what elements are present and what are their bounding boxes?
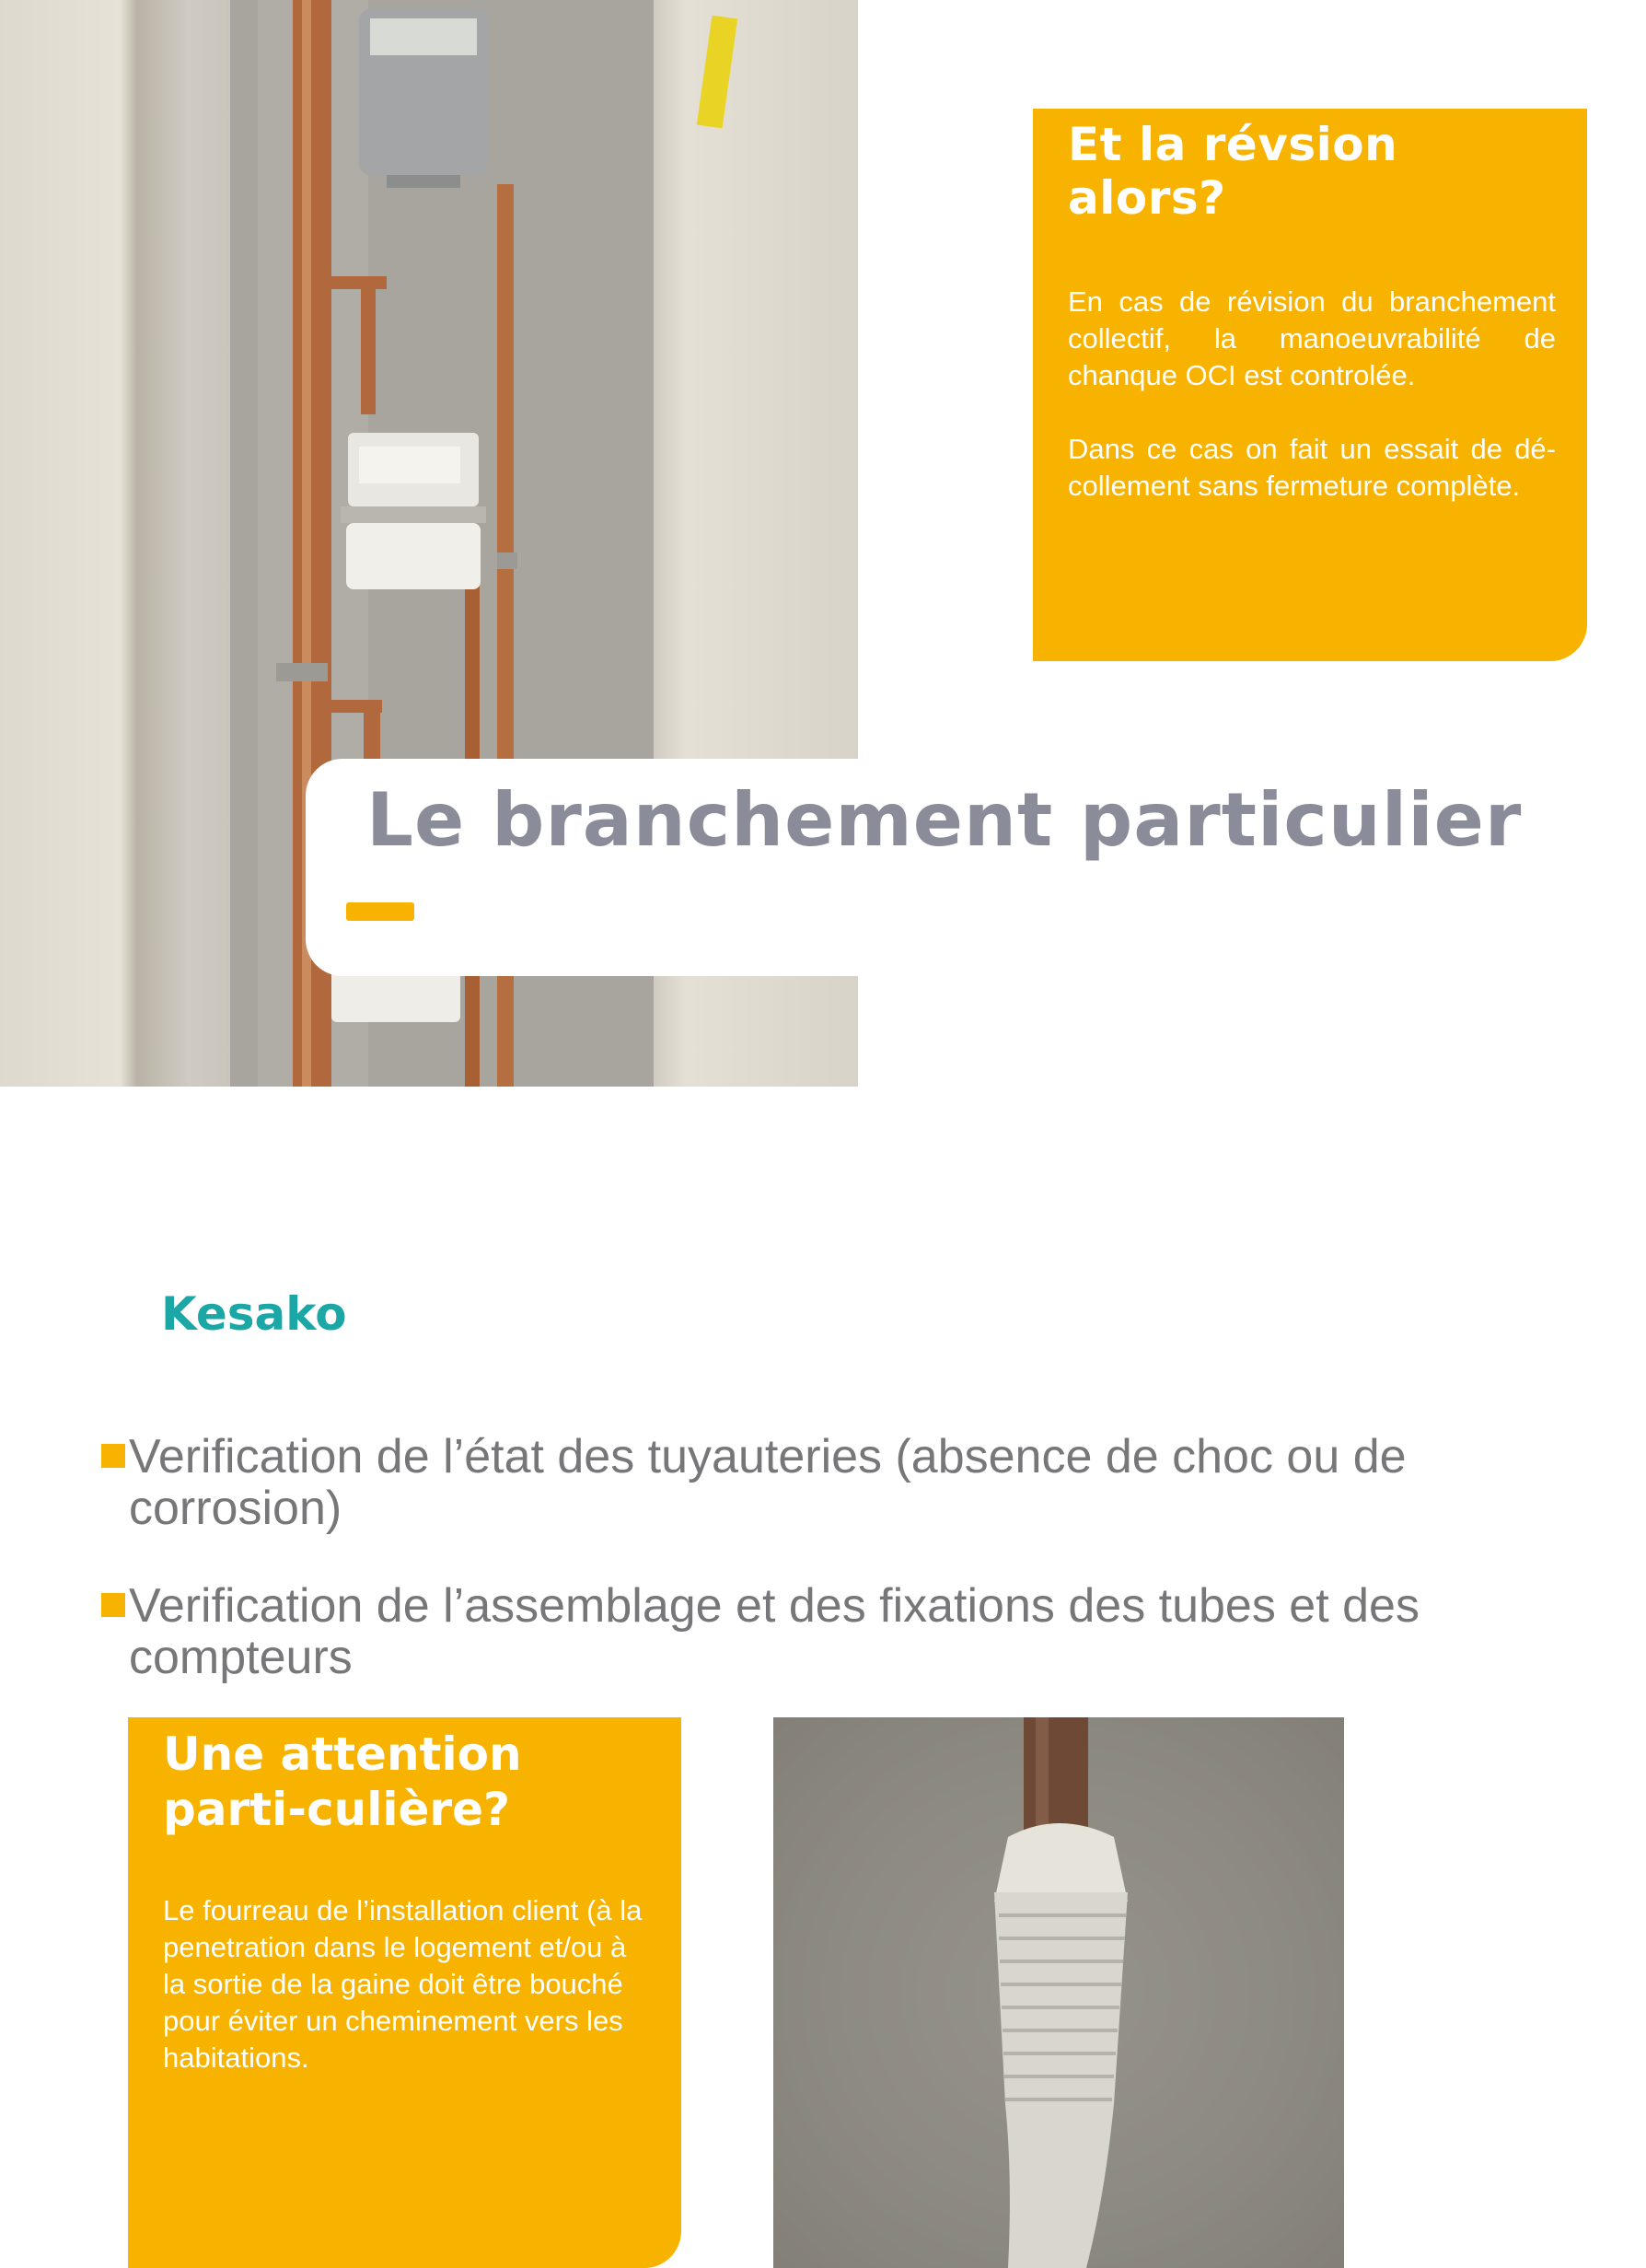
revision-card [1033,109,1587,661]
section-heading: Kesako [161,1287,347,1341]
revision-paragraph: En cas de révision du branchement collectif, la manoeuvrabilité de chanque OCI est controlée. [1068,285,1556,391]
attention-card-title: Une attention parti-culière? [163,1727,522,1836]
bullet-text: Verification de l’assemblage et des fixations des tubes et des compteurs [129,1579,1420,1684]
page-title: Le branchement particulier [366,777,1523,863]
bullet-item [101,1431,1556,1534]
attention-card [128,1717,681,2268]
revision-card-text [1068,284,1556,541]
sealed-sleeve-photo [773,1717,1344,2268]
revision-card-title: Et la révsion alors? [1068,118,1398,225]
title-accent-bar [346,902,414,921]
bullet-square-icon [101,1593,125,1617]
bullet-text: Verification de l’état des tuyauteries (absence de choc ou de corrosion) [129,1430,1407,1535]
attention-card-text: Le fourreau de l’installation client (à la penetration dans le logement et/ou à la sortie de la gaine doit être bouché pour éviter un cheminement vers les habitations. [163,1894,643,2074]
revision-paragraph: Dans ce cas on fait un essait de dé-collement sans fermeture complète. [1068,433,1556,502]
title-banner [306,759,1646,976]
bullet-square-icon [101,1444,125,1468]
bullet-item [101,1580,1556,1683]
